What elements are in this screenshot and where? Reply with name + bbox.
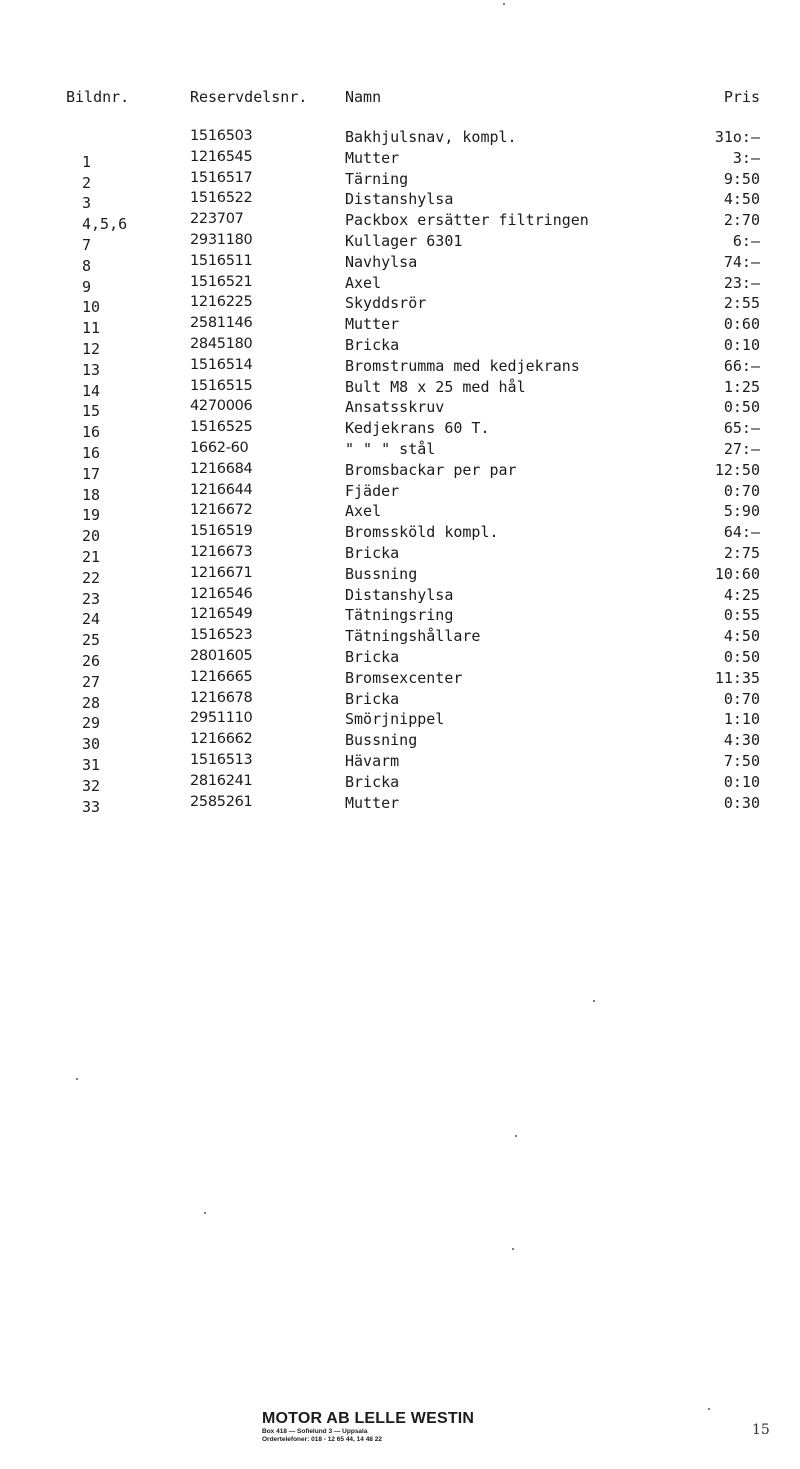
pris-cell: 0:50 — [723, 398, 760, 417]
reservdelsnr-cell: 1516514 — [190, 356, 253, 373]
table-row — [0, 232, 800, 253]
reservdelsnr-cell: 2931180 — [190, 231, 253, 248]
reservdelsnr-cell: 1516515 — [190, 377, 253, 394]
bildnr-cell: 21 — [82, 547, 101, 566]
bildnr-cell: 20 — [82, 527, 101, 546]
pris-cell: 0:10 — [723, 772, 760, 791]
bildnr-cell: 32 — [82, 776, 101, 795]
bildnr-cell: 33 — [82, 797, 101, 816]
reservdelsnr-cell: 223707 — [190, 211, 244, 228]
table-row — [0, 627, 800, 648]
table-row — [0, 461, 800, 482]
table-row — [0, 606, 800, 627]
table-row — [0, 710, 800, 731]
namn-cell: Axel — [345, 273, 382, 292]
scan-speck — [708, 1408, 710, 1410]
table-row — [0, 648, 800, 669]
pris-cell: 9:50 — [723, 169, 760, 188]
company-phones: Ordertelefoner: 018 - 12 65 44, 14 48 22 — [262, 1435, 382, 1443]
pris-cell: 65:— — [723, 419, 760, 438]
pris-cell: 0:60 — [723, 315, 760, 334]
bildnr-cell: 26 — [82, 651, 101, 670]
pris-cell: 10:60 — [714, 564, 760, 583]
reservdelsnr-cell: 1216546 — [190, 585, 253, 602]
pris-cell: 0:55 — [723, 606, 760, 625]
bildnr-cell: 3 — [82, 194, 92, 213]
scan-speck — [515, 1135, 517, 1137]
pris-cell: 23:— — [723, 273, 760, 292]
reservdelsnr-cell: 1216684 — [190, 460, 253, 477]
reservdelsnr-cell: 1216662 — [190, 731, 253, 748]
namn-cell: Distanshylsa — [345, 585, 454, 604]
parts-table — [0, 128, 800, 814]
table-row — [0, 170, 800, 191]
pris-cell: 0:30 — [723, 793, 760, 812]
header-pris: Pris — [723, 88, 760, 106]
pris-cell: 3:— — [732, 148, 760, 167]
bildnr-cell: 8 — [82, 256, 92, 275]
namn-cell: Bakhjulsnav, kompl. — [345, 128, 517, 146]
namn-cell: Mutter — [345, 315, 400, 334]
pris-cell: 11:35 — [714, 668, 760, 687]
reservdelsnr-cell: 2581146 — [190, 315, 253, 332]
table-row — [0, 440, 800, 461]
namn-cell: Distanshylsa — [345, 190, 454, 209]
table-row — [0, 128, 800, 149]
table-row — [0, 586, 800, 607]
table-row — [0, 398, 800, 419]
reservdelsnr-cell: 1216672 — [190, 502, 253, 519]
table-row — [0, 565, 800, 586]
reservdelsnr-cell: 1516503 — [190, 128, 253, 144]
pris-cell: 4:25 — [723, 585, 760, 604]
table-row — [0, 482, 800, 503]
reservdelsnr-cell: 1516517 — [190, 169, 253, 186]
table-row — [0, 253, 800, 274]
company-address: Box 418 — Sofielund 3 — Uppsala — [262, 1428, 368, 1435]
namn-cell: " " " stål — [345, 439, 436, 458]
reservdelsnr-cell: 1216665 — [190, 668, 253, 685]
namn-cell: Navhylsa — [345, 252, 418, 271]
pris-cell: 2:55 — [723, 294, 760, 313]
reservdelsnr-cell: 1216644 — [190, 481, 253, 498]
namn-cell: Kullager 6301 — [345, 231, 463, 250]
bildnr-cell: 19 — [82, 506, 101, 525]
pris-cell: 1:25 — [723, 377, 760, 396]
company-footer — [262, 1410, 522, 1443]
table-row — [0, 357, 800, 378]
reservdelsnr-cell: 1216545 — [190, 148, 253, 165]
bildnr-cell: 22 — [82, 568, 101, 587]
reservdelsnr-cell: 1216673 — [190, 543, 253, 560]
header-namn: Namn — [345, 88, 382, 106]
scan-speck — [503, 3, 505, 5]
namn-cell: Tärning — [345, 169, 409, 188]
pris-cell: 4:30 — [723, 731, 760, 750]
pris-cell: 0:50 — [723, 647, 760, 666]
table-row — [0, 190, 800, 211]
namn-cell: Mutter — [345, 793, 400, 812]
namn-cell: Bricka — [345, 335, 400, 354]
page-number: 15 — [752, 1422, 770, 1438]
namn-cell: Bussning — [345, 731, 418, 750]
table-row — [0, 794, 800, 815]
reservdelsnr-cell: 1516522 — [190, 190, 253, 207]
table-row — [0, 274, 800, 295]
namn-cell: Skyddsrör — [345, 294, 427, 313]
namn-cell: Hävarm — [345, 751, 400, 770]
reservdelsnr-cell: 1216678 — [190, 689, 253, 706]
reservdelsnr-cell: 2585261 — [190, 793, 253, 810]
bildnr-cell: 25 — [82, 631, 101, 650]
namn-cell: Ansatsskruv — [345, 398, 445, 417]
reservdelsnr-cell: 1516513 — [190, 751, 253, 768]
namn-cell: Bromstrumma med kedjekrans — [345, 356, 580, 375]
namn-cell: Smörjnippel — [345, 710, 445, 729]
table-row — [0, 690, 800, 711]
bildnr-cell: 31 — [82, 755, 101, 774]
pris-cell: 27:— — [723, 439, 760, 458]
table-row — [0, 669, 800, 690]
pris-cell: 7:50 — [723, 751, 760, 770]
reservdelsnr-cell: 1516523 — [190, 627, 253, 644]
bildnr-cell: 2 — [82, 173, 92, 192]
pris-cell: 0:70 — [723, 689, 760, 708]
table-row — [0, 731, 800, 752]
bildnr-cell: 15 — [82, 402, 101, 421]
table-row — [0, 149, 800, 170]
table-row — [0, 502, 800, 523]
namn-cell: Kedjekrans 60 T. — [345, 419, 490, 438]
reservdelsnr-cell: 1516521 — [190, 273, 253, 290]
table-row — [0, 378, 800, 399]
bildnr-cell: 17 — [82, 464, 101, 483]
reservdelsnr-cell: 1662-60 — [190, 439, 249, 456]
bildnr-cell: 24 — [82, 610, 101, 629]
bildnr-cell: 11 — [82, 319, 101, 338]
table-row — [0, 336, 800, 357]
table-header — [0, 88, 800, 110]
table-row — [0, 315, 800, 336]
namn-cell: Tätningsring — [345, 606, 454, 625]
scan-speck — [512, 1248, 514, 1250]
namn-cell: Bricka — [345, 689, 400, 708]
pris-cell: 5:90 — [723, 502, 760, 521]
pris-cell: 12:50 — [714, 460, 760, 479]
namn-cell: Packbox ersätter filtringen — [345, 211, 589, 230]
bildnr-cell: 10 — [82, 298, 101, 317]
reservdelsnr-cell: 1516511 — [190, 252, 253, 269]
reservdelsnr-cell: 1516525 — [190, 419, 253, 436]
table-row — [0, 294, 800, 315]
namn-cell: Tätningshållare — [345, 627, 481, 646]
pris-cell: 66:— — [723, 356, 760, 375]
bildnr-cell: 13 — [82, 360, 101, 379]
scan-speck — [76, 1078, 78, 1080]
table-row — [0, 544, 800, 565]
bildnr-cell: 28 — [82, 693, 101, 712]
namn-cell: Bricka — [345, 772, 400, 791]
pris-cell: 64:— — [723, 523, 760, 542]
bildnr-cell: 16 — [82, 443, 101, 462]
reservdelsnr-cell: 1216671 — [190, 564, 253, 581]
bildnr-cell: 29 — [82, 714, 101, 733]
bildnr-cell: 27 — [82, 672, 101, 691]
pris-cell: 1:10 — [723, 710, 760, 729]
reservdelsnr-cell: 4270006 — [190, 398, 253, 415]
bildnr-cell: 12 — [82, 339, 101, 358]
pris-cell: 31o:— — [714, 128, 760, 146]
pris-cell: 0:70 — [723, 481, 760, 500]
company-name: MOTOR AB LELLE WESTIN — [262, 1410, 475, 1427]
pris-cell: 2:70 — [723, 211, 760, 230]
bildnr-cell: 4,5,6 — [82, 215, 128, 234]
bildnr-cell: 14 — [82, 381, 101, 400]
scan-speck — [593, 1000, 595, 1002]
namn-cell: Fjäder — [345, 481, 400, 500]
bildnr-cell: 7 — [82, 235, 92, 254]
namn-cell: Bricka — [345, 543, 400, 562]
namn-cell: Bricka — [345, 647, 400, 666]
reservdelsnr-cell: 2845180 — [190, 335, 253, 352]
namn-cell: Bromsbackar per par — [345, 460, 517, 479]
bildnr-cell: 16 — [82, 423, 101, 442]
table-row — [0, 523, 800, 544]
pris-cell: 2:75 — [723, 543, 760, 562]
header-reservdelsnr: Reservdelsnr. — [190, 88, 308, 106]
namn-cell: Bromssköld kompl. — [345, 523, 499, 542]
bildnr-cell: 23 — [82, 589, 101, 608]
header-bildnr: Bildnr. — [66, 88, 130, 106]
namn-cell: Bult M8 x 25 med hål — [345, 377, 526, 396]
table-row — [0, 211, 800, 232]
reservdelsnr-cell: 2951110 — [190, 710, 253, 727]
pris-cell: 6:— — [732, 231, 760, 250]
namn-cell: Mutter — [345, 148, 400, 167]
pris-cell: 4:50 — [723, 627, 760, 646]
pris-cell: 74:— — [723, 252, 760, 271]
bildnr-cell: 18 — [82, 485, 101, 504]
bildnr-cell: 1 — [82, 152, 92, 171]
reservdelsnr-cell: 1216549 — [190, 606, 253, 623]
pris-cell: 4:50 — [723, 190, 760, 209]
reservdelsnr-cell: 2816241 — [190, 772, 253, 789]
reservdelsnr-cell: 2801605 — [190, 647, 253, 664]
reservdelsnr-cell: 1216225 — [190, 294, 253, 311]
namn-cell: Bussning — [345, 564, 418, 583]
reservdelsnr-cell: 1516519 — [190, 523, 253, 540]
table-row — [0, 773, 800, 794]
table-row — [0, 419, 800, 440]
namn-cell: Axel — [345, 502, 382, 521]
bildnr-cell: 9 — [82, 277, 92, 296]
pris-cell: 0:10 — [723, 335, 760, 354]
table-row — [0, 752, 800, 773]
namn-cell: Bromsexcenter — [345, 668, 463, 687]
scan-speck — [204, 1212, 206, 1214]
bildnr-cell: 30 — [82, 735, 101, 754]
